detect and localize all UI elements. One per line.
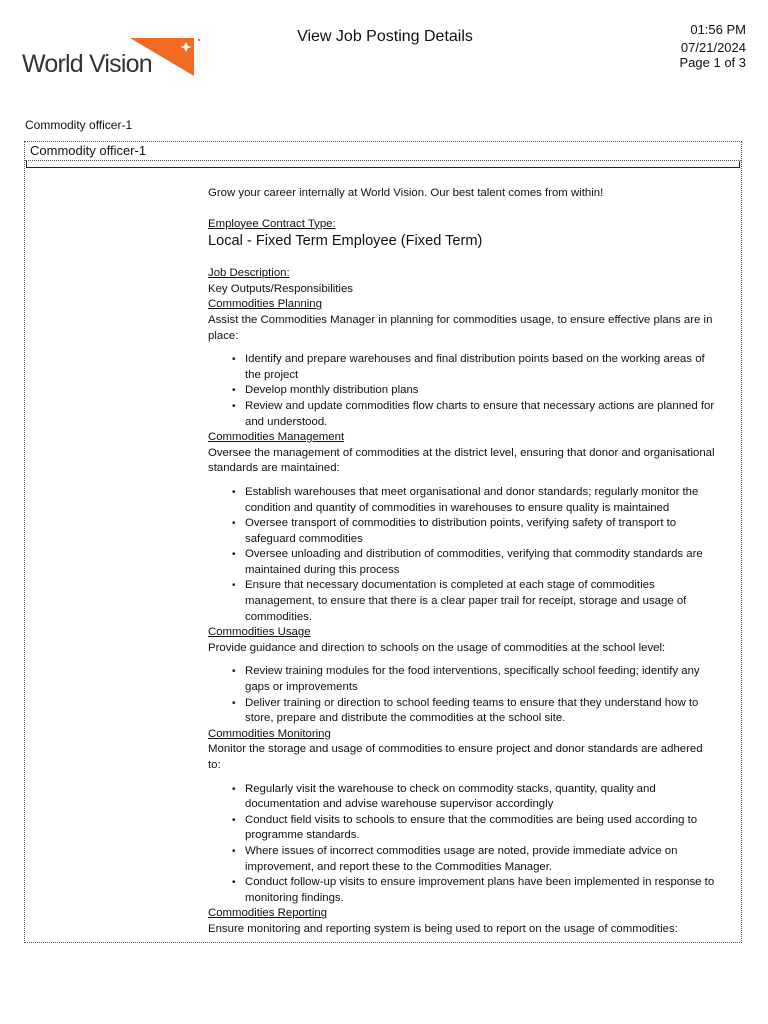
world-vision-logo <box>22 36 206 80</box>
section-heading: Commodities Management <box>208 431 345 444</box>
bullet-list <box>208 485 718 625</box>
list-item: • Review and update commodities flow charts to ensure that necessary actions are planned for and understood. <box>245 399 718 430</box>
section-text: Provide guidance and direction to schools on the usage of commodities at the school level: <box>208 641 666 654</box>
page-title: View Job Posting Details <box>297 28 473 45</box>
job-title-small: Commodity officer-1 <box>25 118 133 132</box>
section-heading: Commodities Planning <box>208 298 322 311</box>
panel-divider <box>26 161 740 168</box>
page-number: Page 1 of 3 <box>679 55 746 70</box>
list-item: • Conduct follow-up visits to ensure improvement plans have been implemented in response to monitoring findings. <box>245 875 718 906</box>
list-item: • Deliver training or direction to school feeding teams to ensure that they understand how to store, prepare and distribute the commodities at the school site. <box>245 696 718 727</box>
section-text: Oversee the management of commodities at the district level, ensuring that donor and organisational standards are maintained: <box>208 446 715 475</box>
print-meta <box>680 22 747 70</box>
job-details-panel <box>24 141 742 943</box>
list-item: • Ensure that necessary documentation is completed at each stage of commodities management, to ensure that there is a clear paper trail for receipt, storage and usage of commodities. <box>245 578 718 625</box>
bullet-list <box>208 352 718 430</box>
panel-title: Commodity officer-1 <box>25 142 741 161</box>
bullet-list <box>208 782 718 907</box>
responsibility-sections <box>208 297 718 937</box>
logo-wordmark: World Vision <box>22 50 152 78</box>
list-item: • Regularly visit the warehouse to check on commodity stacks, quantity, quality and documentation and advise warehouse supervisor accordingly <box>245 782 718 813</box>
print-time: 01:56 PM <box>690 22 746 37</box>
job-description-label: Job Description: <box>208 267 290 280</box>
section-heading: Commodities Usage <box>208 626 311 639</box>
section-heading: Commodities Monitoring <box>208 727 331 740</box>
contract-type-value: Local - Fixed Term Employee (Fixed Term) <box>208 233 483 250</box>
list-item: • Conduct field visits to schools to ensure that the commodities are being used according to programme standards. <box>245 813 718 844</box>
section-text: Ensure monitoring and reporting system is being used to report on the usage of commodities: <box>208 922 678 935</box>
list-item: • Identify and prepare warehouses and final distribution points based on the working areas of the project <box>245 352 718 383</box>
list-item: • Review training modules for the food interventions, specifically school feeding; identify any gaps or improvements <box>245 664 718 695</box>
list-item: • Establish warehouses that meet organisational and donor standards; regularly monitor the condition and quantity of commodities in warehouses to ensure quality is maintained <box>245 485 718 516</box>
print-date: 07/21/2024 <box>680 40 746 55</box>
list-item: • Where issues of incorrect commodities usage are noted, provide immediate advice on improvement, and report these to the Commodities Manager. <box>245 844 718 875</box>
intro-text: Grow your career internally at World Vision. Our best talent comes from within! <box>208 187 604 199</box>
list-item: • Oversee unloading and distribution of commodities, verifying that commodity standards are maintained during this process <box>245 547 718 578</box>
section-text: Assist the Commodities Manager in planning for commodities usage, to ensure effective plans are in place: <box>208 313 713 342</box>
contract-type-label: Employee Contract Type: <box>208 217 336 230</box>
list-item: • Oversee transport of commodities to distribution points, verifying safety of transport to safeguard commodities <box>245 516 718 547</box>
section-heading: Commodities Reporting <box>208 907 328 920</box>
list-item: • Develop monthly distribution plans <box>245 383 718 399</box>
job-content <box>208 186 718 938</box>
section-text: Monitor the storage and usage of commodities to ensure project and donor standards are adhered to: <box>208 743 703 771</box>
bullet-list <box>208 664 718 726</box>
responsibilities-heading: Key Outputs/Responsibilities <box>208 282 353 295</box>
logo-star-icon <box>130 36 222 76</box>
